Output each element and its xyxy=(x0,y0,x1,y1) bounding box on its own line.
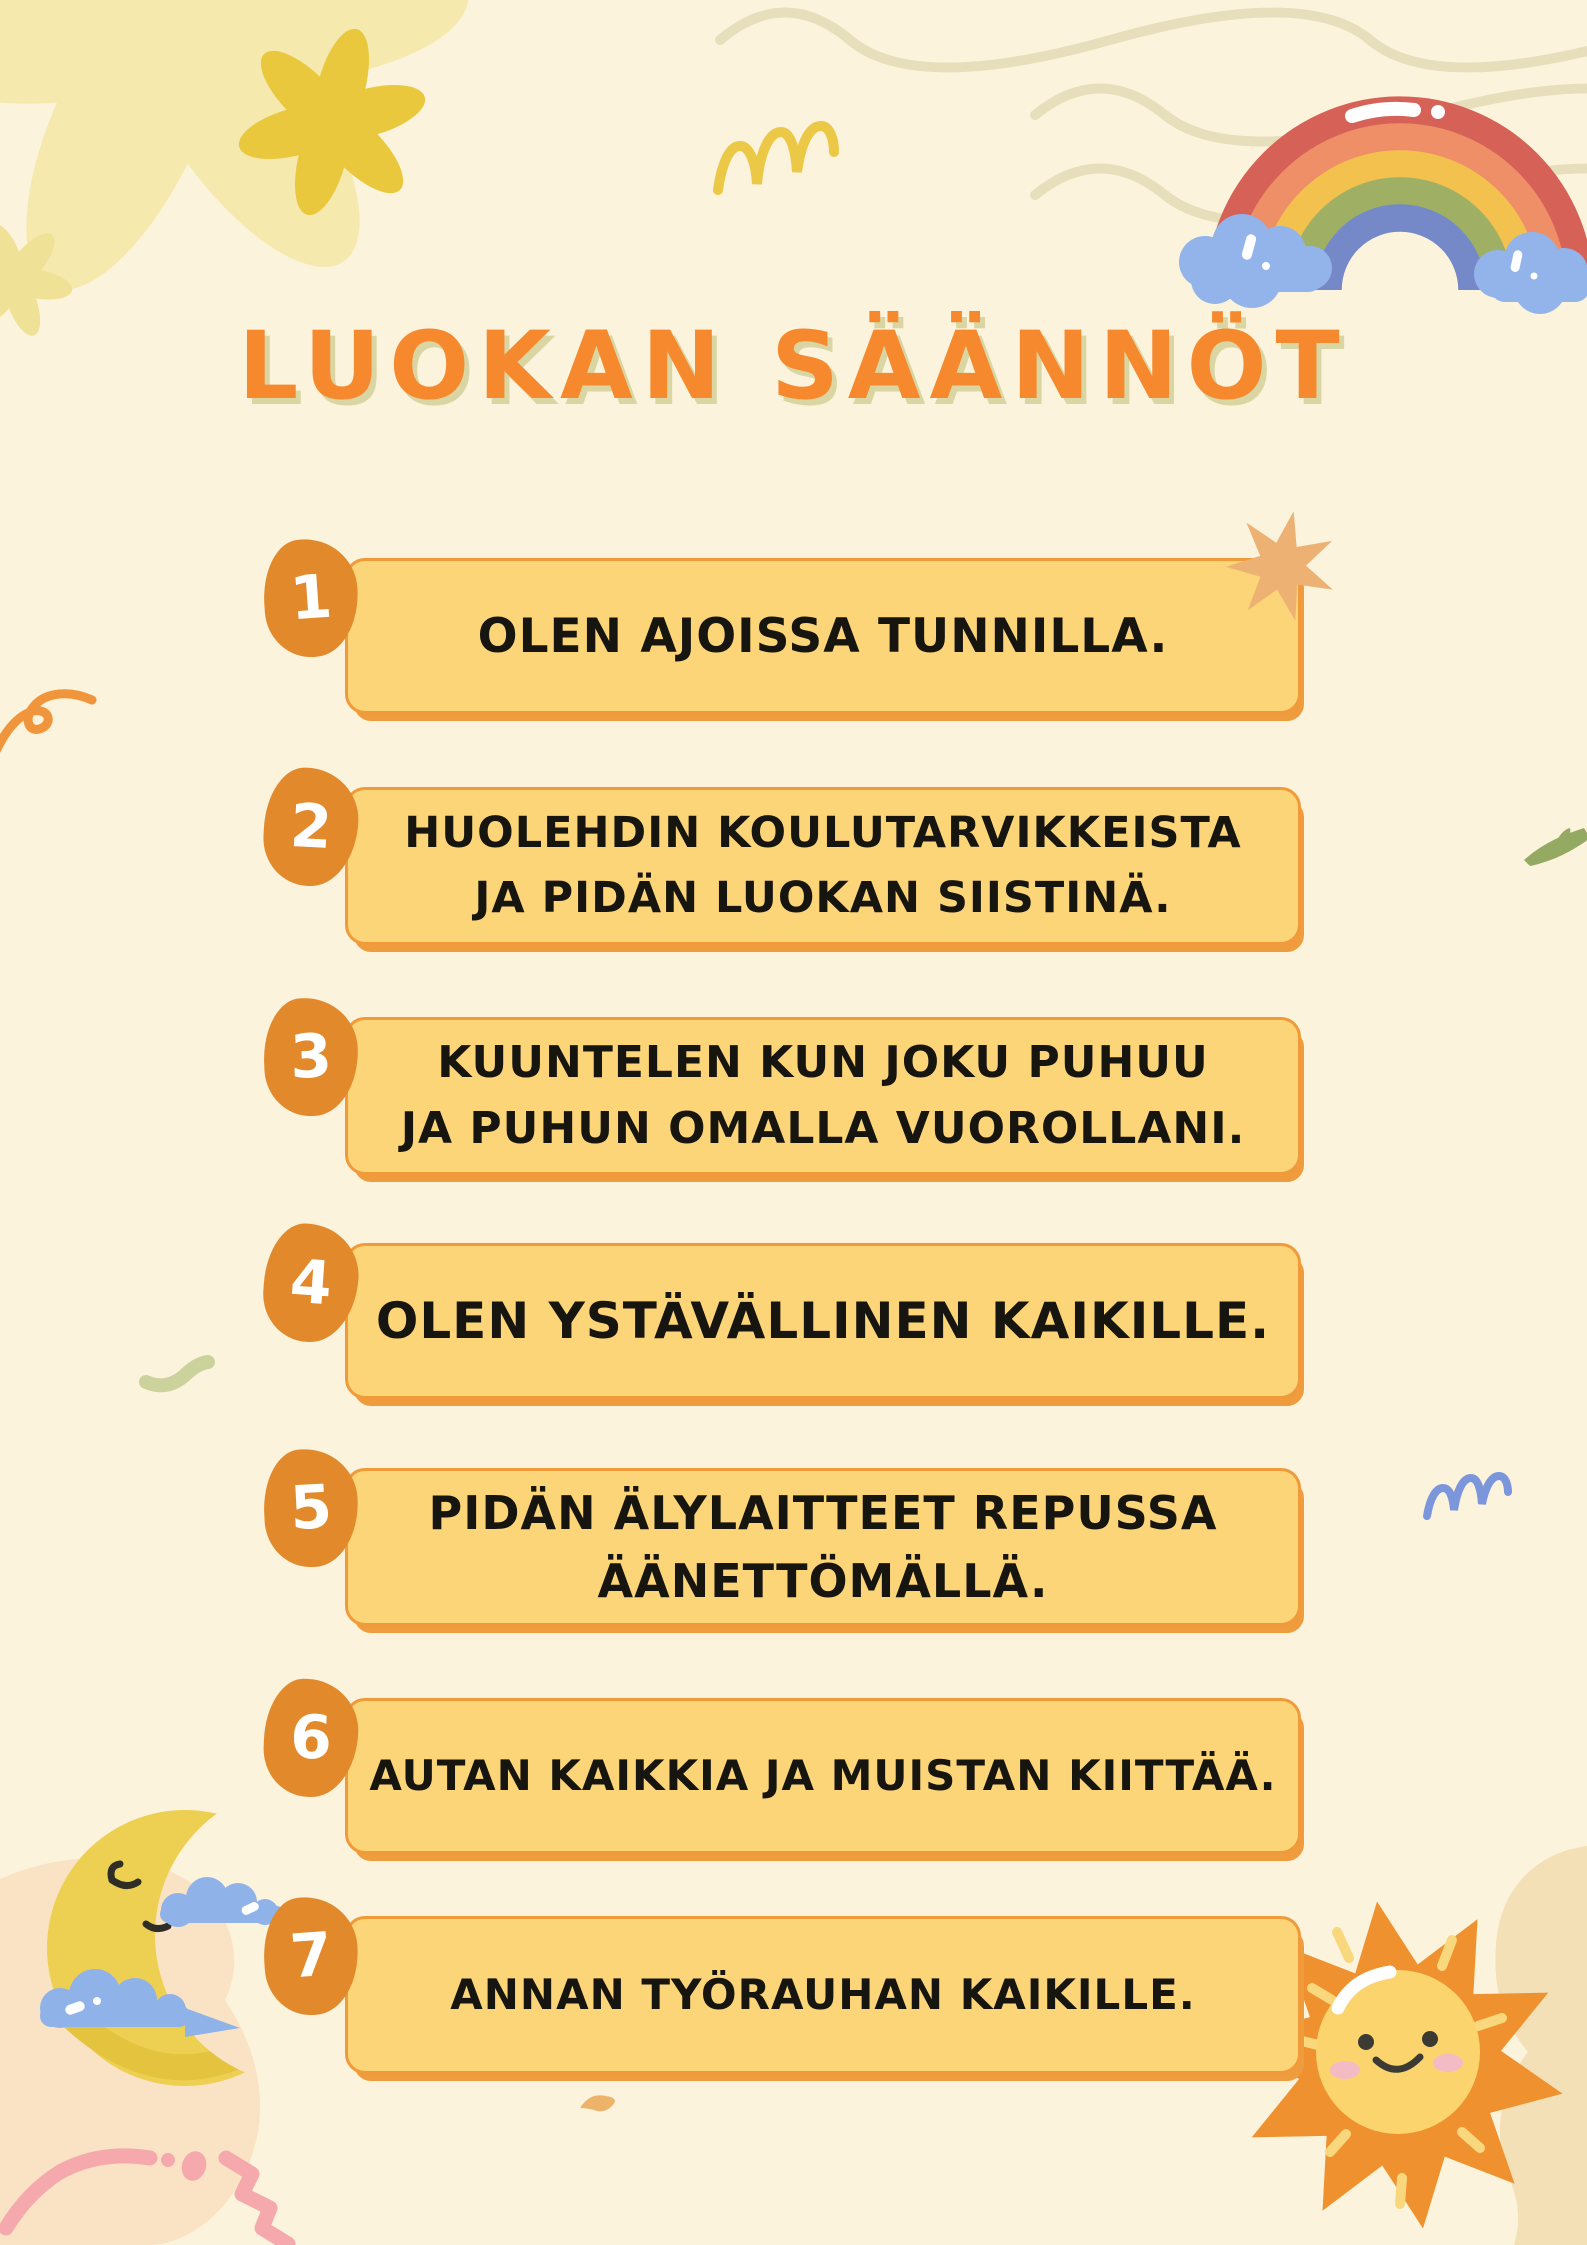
rule-text: JA PUHUN OMALLA VUOROLLANI. xyxy=(400,1103,1246,1154)
rule-card-2 xyxy=(288,787,1301,945)
rule-text: JA PIDÄN LUOKAN SIISTINÄ. xyxy=(474,873,1172,923)
rule-text: PIDÄN ÄLYLAITTEET REPUSSA xyxy=(428,1486,1218,1540)
rule-text: KUUNTELEN KUN JOKU PUHUU xyxy=(437,1037,1209,1088)
green-wave-icon xyxy=(146,1362,208,1385)
rule-number-badge: 5 xyxy=(261,1447,361,1570)
rule-text: HUOLEHDIN KOULUTARVIKKEISTA xyxy=(404,808,1242,858)
rule-text: ÄÄNETTÖMÄLLÄ. xyxy=(597,1554,1049,1608)
rule-number-badge: 3 xyxy=(262,996,360,1117)
orange-dash-icon xyxy=(580,2095,615,2111)
rule-text: OLEN AJOISSA TUNNILLA. xyxy=(477,608,1169,664)
poster-title: LUOKAN SÄÄNNÖT xyxy=(238,312,1349,421)
rule-number-badge: 6 xyxy=(262,1677,360,1798)
rule-card-4 xyxy=(287,1243,1301,1399)
rule-card-1 xyxy=(287,558,1301,714)
rule-card-3 xyxy=(288,1017,1301,1175)
rule-card-7 xyxy=(287,1916,1301,2074)
rule-card-5 xyxy=(288,1468,1301,1626)
loop-squiggle-icon xyxy=(0,694,92,780)
arch-squiggle-icon xyxy=(718,126,834,190)
rule-card-6 xyxy=(288,1698,1301,1854)
green-swoosh-icon xyxy=(1524,828,1587,866)
rule-text: OLEN YSTÄVÄLLINEN KAIKILLE. xyxy=(375,1292,1271,1350)
rule-number-badge: 4 xyxy=(260,1221,362,1345)
blue-squiggle-icon xyxy=(1427,1476,1508,1516)
beige-blob xyxy=(1495,1846,1587,2245)
rule-text: AUTAN KAIKKIA JA MUISTAN KIITTÄÄ. xyxy=(369,1751,1277,1800)
rule-number-badge: 1 xyxy=(260,536,362,660)
rule-number-badge: 7 xyxy=(260,1894,362,2018)
rule-text: ANNAN TYÖRAUHAN KAIKILLE. xyxy=(450,1970,1196,2019)
rule-number-badge: 2 xyxy=(261,766,361,889)
